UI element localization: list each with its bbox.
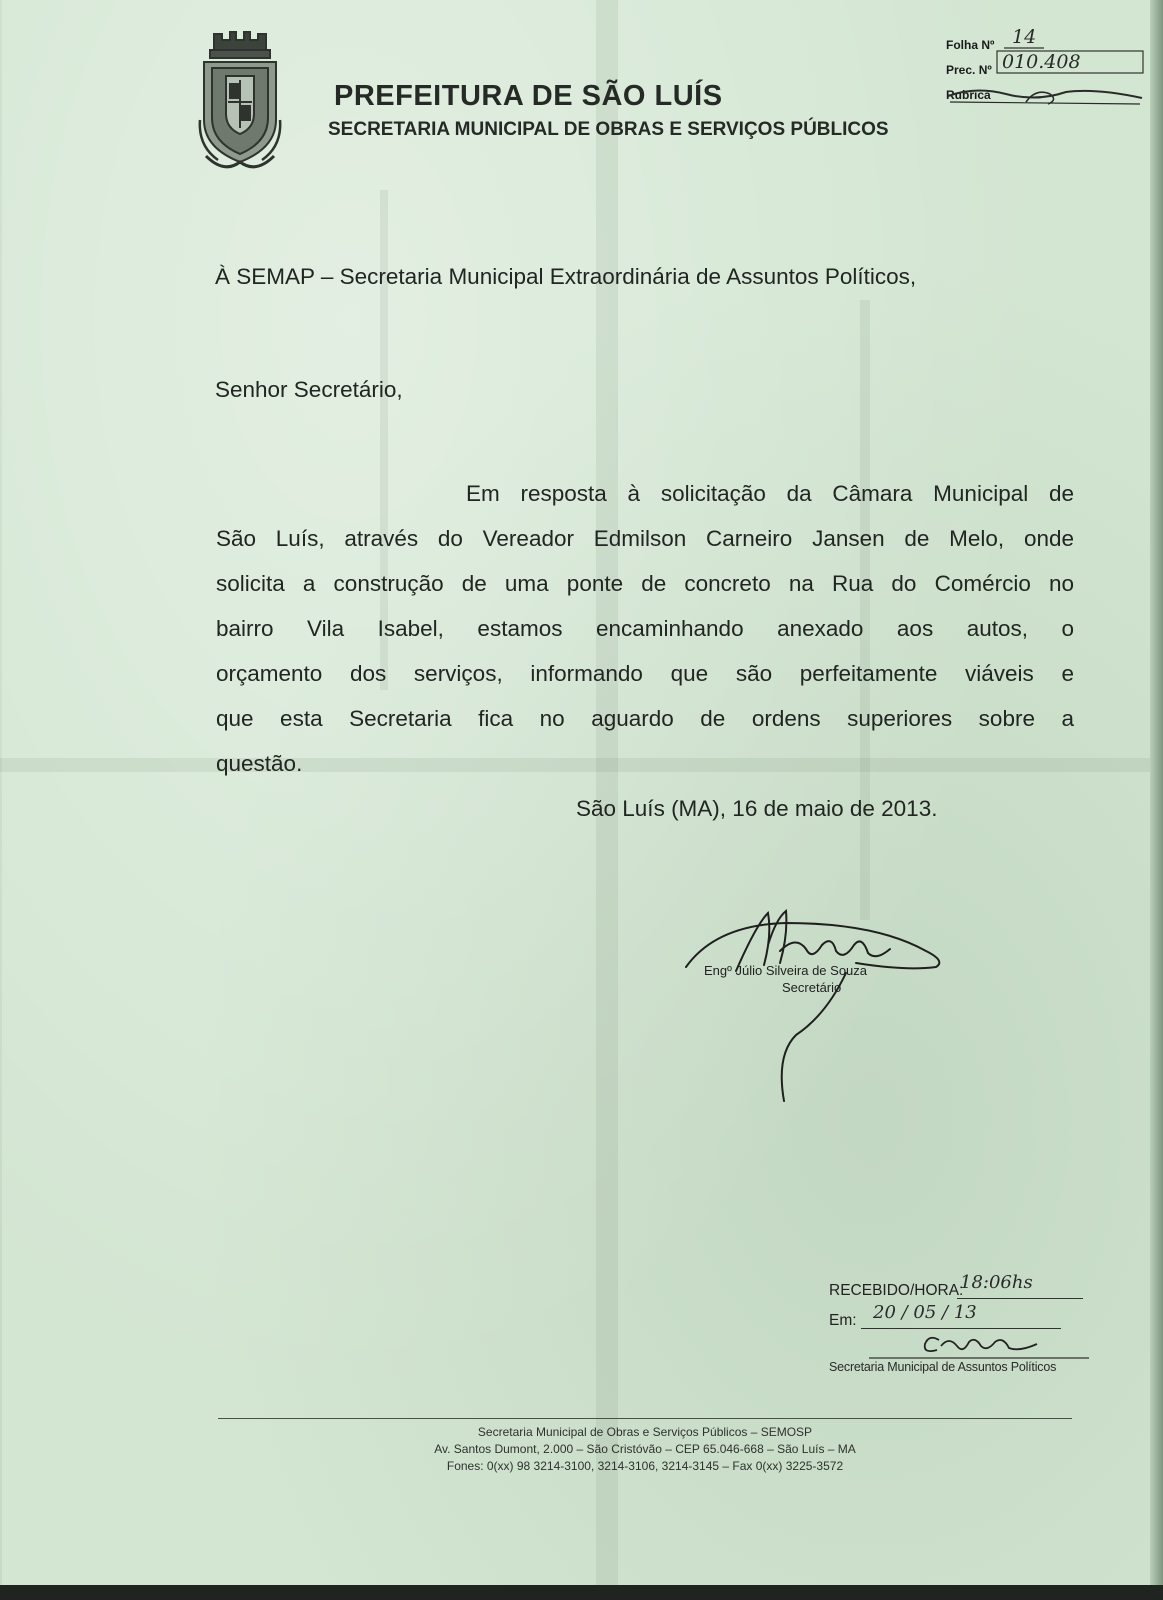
coat-of-arms-icon [196, 28, 284, 176]
footer-divider [218, 1418, 1072, 1419]
stamp-rubrica-scribble [946, 84, 1146, 110]
received-organization: Secretaria Municipal de Assuntos Políticos [829, 1360, 1057, 1374]
stamp-folha-value: 14 [1012, 26, 1037, 48]
page-title: PREFEITURA DE SÃO LUÍS [334, 80, 723, 112]
handwritten-signature [676, 905, 966, 1105]
letter-date: São Luís (MA), 16 de maio de 2013. [576, 796, 938, 821]
letter-line: São Luís, através do Vereador Edmilson Carneiro Jansen de Melo, onde [216, 526, 1074, 551]
footer-line: Fones: 0(xx) 98 3214-3100, 3214-3106, 3214-3145 – Fax 0(xx) 3225-3572 [446, 1459, 844, 1473]
letterhead-footer [218, 1424, 1072, 1475]
letter-line: solicita a construção de uma ponte de concreto na Rua do Comércio no [216, 571, 1074, 596]
received-time-rule [957, 1298, 1083, 1299]
stamp-proc-label: Prec. Nº [946, 63, 992, 77]
received-initials [869, 1332, 1089, 1362]
received-stamp [829, 1272, 1099, 1382]
received-date-rule [861, 1328, 1061, 1329]
footer-line: Av. Santos Dumont, 2.000 – São Cristóvão – CEP 65.046-668 – São Luís – MA [434, 1442, 856, 1456]
signatory-name: Engº Júlio Silveira de Souza [704, 963, 868, 978]
scan-edge-right [1150, 0, 1163, 1585]
letter-salutation: Senhor Secretário, [215, 377, 403, 402]
letter-addressee: À SEMAP – Secretaria Municipal Extraordinária de Assuntos Políticos, [215, 264, 917, 289]
footer-line: Secretaria Municipal de Obras e Serviços Públicos – SEMOSP [477, 1425, 813, 1439]
letter-line: que esta Secretaria fica no aguardo de ordens superiores sobre a [216, 706, 1074, 731]
letter-line: bairro Vila Isabel, estamos encaminhando anexado aos autos, o [216, 616, 1074, 641]
received-time-label: RECEBIDO/HORA: [829, 1282, 964, 1299]
letter-line: Em resposta à solicitação da Câmara Municipal de [466, 481, 1074, 506]
stamp-folha-label: Folha Nº [946, 38, 995, 52]
signatory-role: Secretário [782, 980, 842, 995]
received-date-value: 20 / 05 / 13 [873, 1302, 977, 1323]
protocol-stamp [946, 26, 1146, 110]
received-date-label: Em: [829, 1312, 857, 1329]
stamp-proc-value: 010.408 [1002, 51, 1081, 73]
letter-line: orçamento dos serviços, informando que são perfeitamente viáveis e [216, 661, 1074, 686]
letter-line: questão. [216, 751, 303, 776]
stamp-rubrica-label: Rubrica [946, 88, 991, 102]
received-time-value: 18:06hs [960, 1272, 1033, 1293]
letter-body [216, 480, 1074, 795]
scan-edge-bottom [0, 1585, 1163, 1600]
page-subtitle: SECRETARIA MUNICIPAL DE OBRAS E SERVIÇOS PÚBLICOS [328, 119, 889, 140]
stamp-proc-box [996, 50, 1146, 76]
